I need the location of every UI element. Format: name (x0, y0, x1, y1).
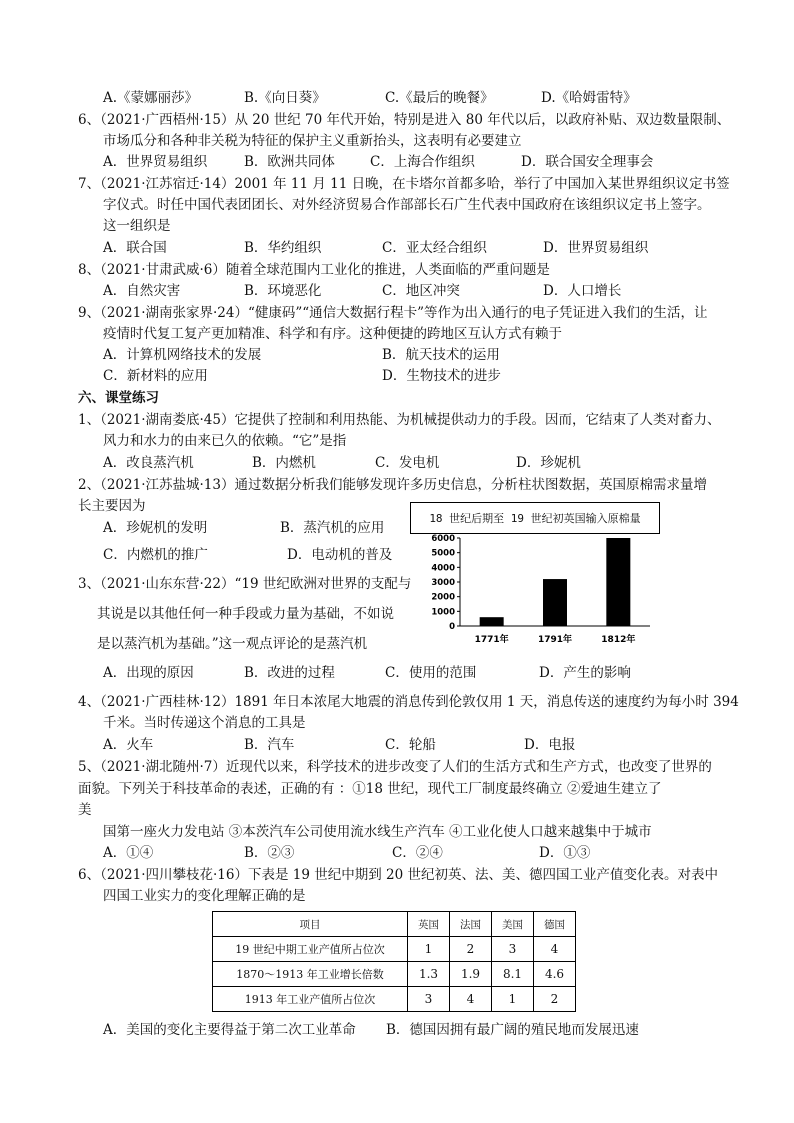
answer-option: D．联合国安全理事会 (521, 154, 654, 170)
answer-option: A．①④ (103, 845, 154, 861)
answer-option: D．产生的影响 (539, 665, 631, 681)
question-text: 其说是以其他任何一种手段或力量为基础，不如说 (97, 606, 394, 622)
bar-chart (404, 534, 660, 652)
answer-option: A．世界贸易组织 (103, 154, 208, 170)
answer-option: B．华约组织 (244, 240, 322, 256)
table-header-cell: 德国 (534, 912, 576, 937)
y-tick-label: 4000 (431, 563, 455, 574)
question-text: 7、（2021·江苏宿迁·14）2001 年 11 月 11 日晚，在卡塔尔首都多哈，举行了中国加入某世界组织议定书签 (78, 176, 730, 192)
question-text: 字仪式。时任中国代表团团长、对外经济贸易合作部部长石广生代表中国政府在该组织议定书上签字。 (103, 197, 711, 213)
question-text: 疫情时代复工复产更加精准、科学和有序。这种便捷的跨地区互认方式有赖于 (103, 326, 562, 342)
question-text: 9、（2021·湖南张家界·24）“健康码”“通信大数据行程卡”等作为出入通行的电子凭证进入我们的生活，让 (78, 305, 708, 321)
table-cell: 1 (492, 987, 534, 1012)
table-cell: 1.3 (408, 962, 450, 987)
question-text: 6、（2021·广西梧州·15）从 20 世纪 70 年代开始，特别是进入 80 年代以后，以政府补贴、双边数量限制、 (78, 112, 731, 128)
table-header-cell: 英国 (408, 912, 450, 937)
answer-option: C．发电机 (375, 455, 440, 471)
answer-option: C．内燃机的推广 (103, 547, 208, 563)
answer-option: B．②③ (244, 845, 295, 861)
question-text: 1、（2021·湖南娄底·45）它提供了控制和利用热能、为机械提供动力的手段。因而，它结束了人类对畜力、 (78, 412, 721, 428)
question-text: 8、（2021·甘肃武威·6）随着全球范围内工业化的推进，人类面临的严重问题是 (78, 262, 550, 278)
question-text: 美 (78, 802, 92, 818)
table-header-cell: 美国 (492, 912, 534, 937)
answer-option: C．使用的范围 (385, 665, 477, 681)
answer-option: C．轮船 (385, 737, 436, 753)
table-row (213, 937, 576, 962)
x-tick-label: 1791年 (537, 635, 573, 645)
question-text: 是以蒸汽机为基础。”这一观点评论的是蒸汽机 (97, 636, 368, 652)
answer-option: B.《向日葵》 (244, 90, 326, 106)
question-text: 5、（2021·湖北随州·7）近现代以来，科学技术的进步改变了人们的生活方式和生产方式，也改变了世界的 (78, 759, 712, 775)
bar (543, 579, 567, 626)
answer-option: A．改良蒸汽机 (103, 455, 194, 471)
answer-option: C．②④ (392, 845, 443, 861)
question-text: 6、（2021·四川攀枝花·16）下表是 19 世纪中期到 20 世纪初英、法、美、德四国工业产值变化表。对表中 (78, 867, 718, 883)
table-cell: 4 (450, 987, 492, 1012)
answer-option: A．自然灾害 (103, 283, 181, 299)
table-cell: 19 世纪中期工业产值所占位次 (213, 937, 408, 962)
answer-option: B．内燃机 (252, 455, 316, 471)
table-cell: 2 (534, 987, 576, 1012)
answer-option: A．美国的变化主要得益于第二次工业革命 (103, 1022, 356, 1038)
y-tick-label: 2000 (431, 592, 455, 603)
table-header-row (213, 912, 576, 937)
question-text: 风力和水力的由来已久的依赖。“它”是指 (103, 433, 347, 449)
question-text: 这一组织是 (103, 218, 171, 234)
y-tick-label: 6000 (431, 534, 455, 544)
answer-option: D．珍妮机 (516, 455, 581, 471)
answer-option: D．①③ (539, 845, 591, 861)
y-tick-label: 5000 (431, 548, 455, 559)
table-header-cell: 项目 (213, 912, 408, 937)
answer-option: B．蒸汽机的应用 (280, 520, 385, 536)
section-heading: 六、课堂练习 (78, 390, 159, 406)
question-text: 2、（2021·江苏盐城·13）通过数据分析我们能够发现许多历史信息，分析柱状图数据，英国原棉需求量增 (78, 477, 707, 493)
table-row (213, 962, 576, 987)
answer-option: D．人口增长 (543, 283, 622, 299)
answer-option: D．生物技术的进步 (382, 368, 501, 384)
answer-option: D．世界贸易组织 (543, 240, 649, 256)
y-tick-label: 0 (449, 622, 455, 632)
bar (606, 538, 630, 626)
table-cell: 4.6 (534, 962, 576, 987)
answer-option: A．出现的原因 (103, 665, 194, 681)
question-text: 3、（2021·山东东营·22）“19 世纪欧洲对世界的支配与 (78, 576, 412, 592)
question-text: 国第一座火力发电站 ③本茨汽车公司使用流水线生产汽车 ④工业化使人口越来越集中于城市 (103, 824, 652, 840)
table-cell: 8.1 (492, 962, 534, 987)
answer-option: B．航天技术的运用 (382, 347, 500, 363)
answer-option: A.《蒙娜丽莎》 (103, 90, 199, 106)
answer-option: A．联合国 (103, 240, 167, 256)
table-cell: 3 (492, 937, 534, 962)
question-text: 市场瓜分和各种非关税为特征的保护主义重新抬头，这表明有必要建立 (103, 133, 522, 149)
table-cell: 4 (534, 937, 576, 962)
table-header-cell: 法国 (450, 912, 492, 937)
answer-option: C．新材料的应用 (103, 368, 208, 384)
question-text: 4、（2021·广西桂林·12）1891 年日本浓尾大地震的消息传到伦敦仅用 1 天，消息传送的速度约为每小时 394 (78, 694, 739, 710)
answer-option: B．改进的过程 (244, 665, 335, 681)
table-row (213, 987, 576, 1012)
question-text: 长主要因为 (78, 498, 146, 514)
question-text: 四国工业实力的变化理解正确的是 (103, 888, 306, 904)
x-tick-label: 1812年 (601, 635, 636, 645)
chart-title: 18 世纪后期至 19 世纪初英国输入原棉量 (429, 512, 641, 525)
answer-option: B．汽车 (244, 737, 295, 753)
chart-title-box (410, 502, 660, 534)
table-cell: 1870～1913 年工业增长倍数 (213, 962, 408, 987)
x-tick-label: 1771年 (474, 635, 509, 645)
answer-option: C．上海合作组织 (370, 154, 475, 170)
question-text: 面貌。下列关于科技革命的表述，正确的有 ：①18 世纪，现代工厂制度最终确立 ②爱迪生建立了 (78, 781, 662, 797)
answer-option: C．亚太经合组织 (382, 240, 487, 256)
answer-option: A．计算机网络技术的发展 (103, 347, 262, 363)
answer-option: A．火车 (103, 737, 154, 753)
table-cell: 3 (408, 987, 450, 1012)
answer-option: C．地区冲突 (382, 283, 460, 299)
y-tick-label: 3000 (431, 578, 455, 588)
question-text: 千米。当时传递这个消息的工具是 (103, 715, 306, 731)
table-cell: 1 (408, 937, 450, 962)
bar (480, 617, 504, 626)
answer-option: A．珍妮机的发明 (103, 520, 208, 536)
answer-option: D.《哈姆雷特》 (541, 90, 637, 106)
table-cell: 2 (450, 937, 492, 962)
table-cell: 1.9 (450, 962, 492, 987)
answer-option: D．电动机的普及 (287, 547, 393, 563)
table-cell: 1913 年工业产值所占位次 (213, 987, 408, 1012)
y-tick-label: 1000 (431, 607, 455, 618)
answer-option: B．环境恶化 (244, 283, 322, 299)
answer-option: C.《最后的晚餐》 (385, 90, 494, 106)
answer-option: B．德国因拥有最广阔的殖民地而发展迅速 (386, 1022, 639, 1038)
answer-option: D．电报 (524, 737, 576, 753)
answer-option: B．欧洲共同体 (244, 154, 335, 170)
industry-output-table (212, 911, 576, 1012)
